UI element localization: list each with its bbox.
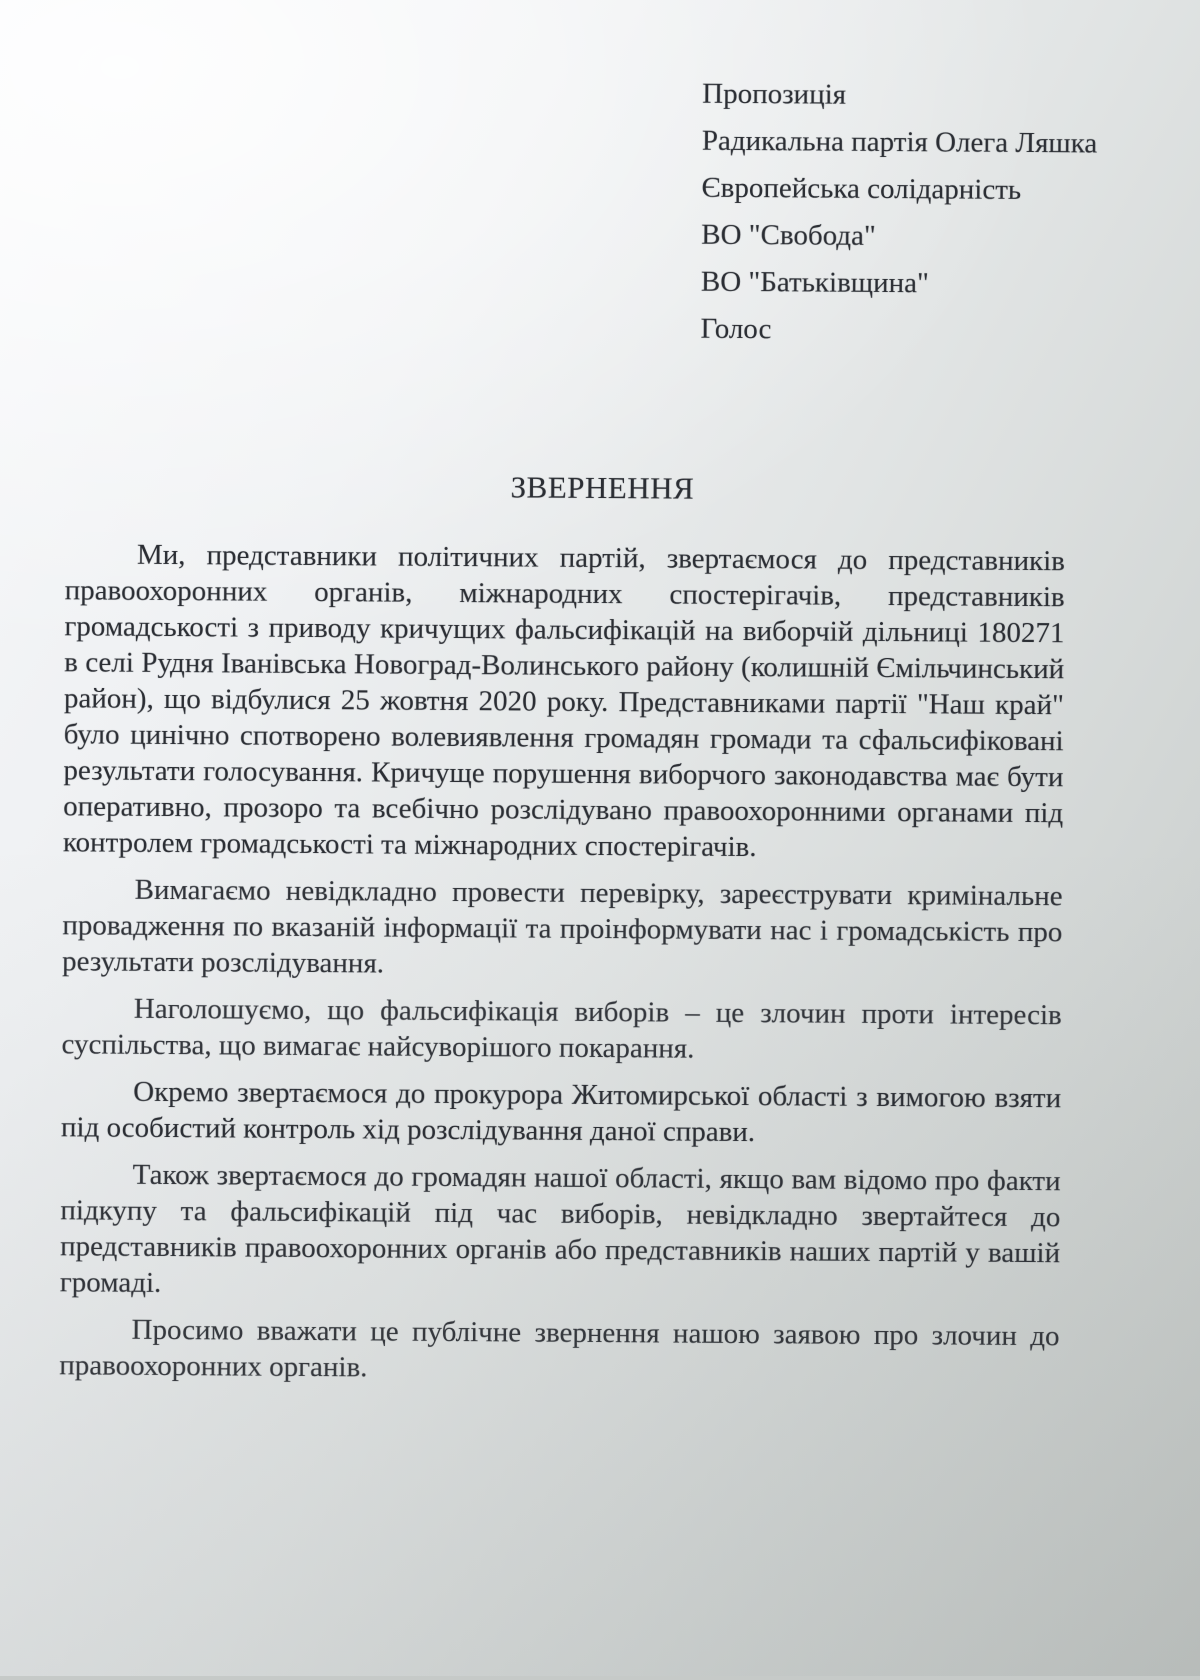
paragraph: Просимо вважати це публічне звернення нашою заявою про злочин до правоохоронних органів. bbox=[59, 1313, 1060, 1384]
paragraph: Наголошуємо, що фальсифікація виборів – це злочин проти інтересів суспільства, що вимагає найсуворішого покарання. bbox=[61, 992, 1062, 1065]
party-list-item: Голос bbox=[700, 312, 772, 346]
party-list-item: Радикальна партія Олега Ляшка bbox=[701, 124, 1098, 160]
party-list-item: ВО "Свобода" bbox=[701, 218, 876, 252]
paragraph: Окремо звертаємося до прокурора Житомирської області з вимогою взяти під особистий контроль хід розслідування даної справи. bbox=[60, 1075, 1062, 1149]
paragraph: Ми, представники політичних партій, звертаємося до представників правоохоронних органів, міжнародних спостерігачів, представників громадськості з приводу кричущих фальсифікацій на виборчій дільниці 180271 в селі Рудня Іванівська Новоград-Волинського району (колишній Ємільчинський район), що відбулися 25 жовтня 2020 року. Представниками партії "Наш край" було цинічно спотворено волевиявлення громадян громади та сфальсифіковані результати голосування. Кричуще порушення виборчого законодавства має бути оперативно, прозоро та всебічно розслідувано правоохоронними органами під контролем громадськості та міжнародних спостерігачів. bbox=[62, 538, 1066, 864]
paragraph: Також звертаємося до громадян нашої області, якщо вам відомо про факти підкупу та фальсифікацій під час виборів, невідкладно звертайтеся до представників правоохоронних органів або представників наших партій у вашій громаді. bbox=[59, 1158, 1061, 1299]
party-list-item: Європейська солідарність bbox=[701, 171, 1022, 206]
paragraph: Вимагаємо невідкладно провести перевірку, зареєструвати кримінальне провадження по вказаній інформації та проінформувати нас і громадськість про результати розслідування. bbox=[62, 873, 1063, 980]
party-list-item: ВО "Батьківщина" bbox=[700, 265, 929, 300]
document-body bbox=[59, 536, 1065, 1401]
document-title: ЗВЕРНЕННЯ bbox=[510, 469, 695, 506]
addressee-party-list bbox=[700, 71, 1097, 356]
party-list-item: Пропозиція bbox=[702, 77, 847, 111]
